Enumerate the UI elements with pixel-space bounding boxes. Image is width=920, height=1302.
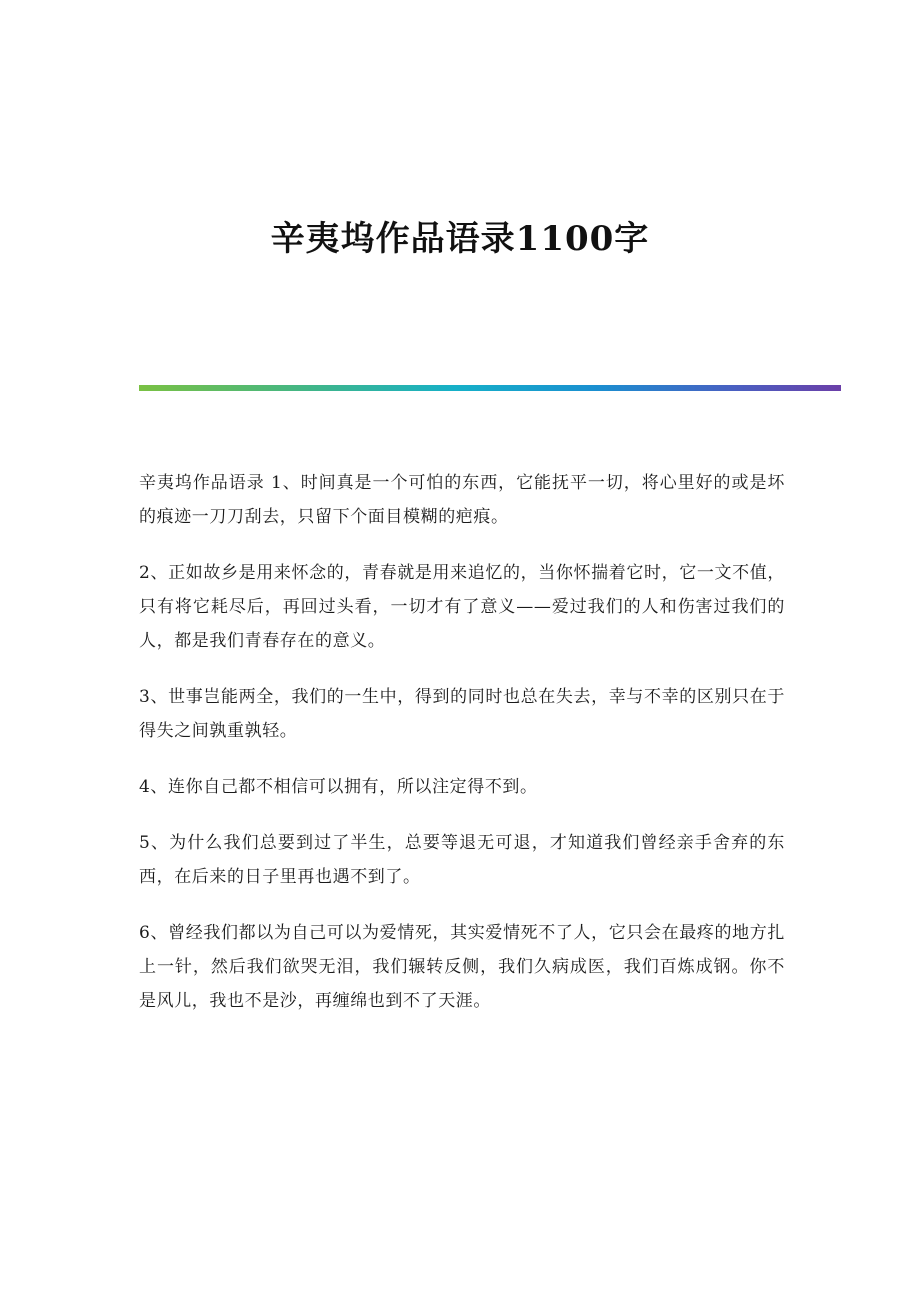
paragraph-2: 2、正如故乡是用来怀念的，青春就是用来追忆的，当你怀揣着它时，它一文不值，只有将它耗尽后，再回过头看，一切才有了意义——爱过我们的人和伤害过我们的人，都是我们青春存在的意义。 (139, 563, 785, 651)
paragraph-6: 6、曾经我们都以为自己可以为爱情死，其实爱情死不了人，它只会在最疼的地方扎上一针，然后我们欲哭无泪，我们辗转反侧，我们久病成医，我们百炼成钢。你不是风儿，我也不是沙，再缠绵也到不了天涯。 (139, 923, 785, 1011)
document-title: 辛夷坞作品语录1100字 (270, 219, 650, 259)
paragraph-4: 4、连你自己都不相信可以拥有，所以注定得不到。 (139, 777, 538, 797)
title-divider (139, 385, 841, 391)
document-body (139, 466, 785, 1040)
paragraph-1: 辛夷坞作品语录 1、时间真是一个可怕的东西，它能抚平一切，将心里好的或是坏的痕迹一刀刀刮去，只留下个面目模糊的疤痕。 (139, 473, 785, 527)
paragraph-5: 5、为什么我们总要到过了半生，总要等退无可退，才知道我们曾经亲手舍弃的东西，在后来的日子里再也遇不到了。 (139, 833, 785, 887)
paragraph-3: 3、世事岂能两全，我们的一生中，得到的同时也总在失去，幸与不幸的区别只在于得失之间孰重孰轻。 (139, 687, 785, 741)
